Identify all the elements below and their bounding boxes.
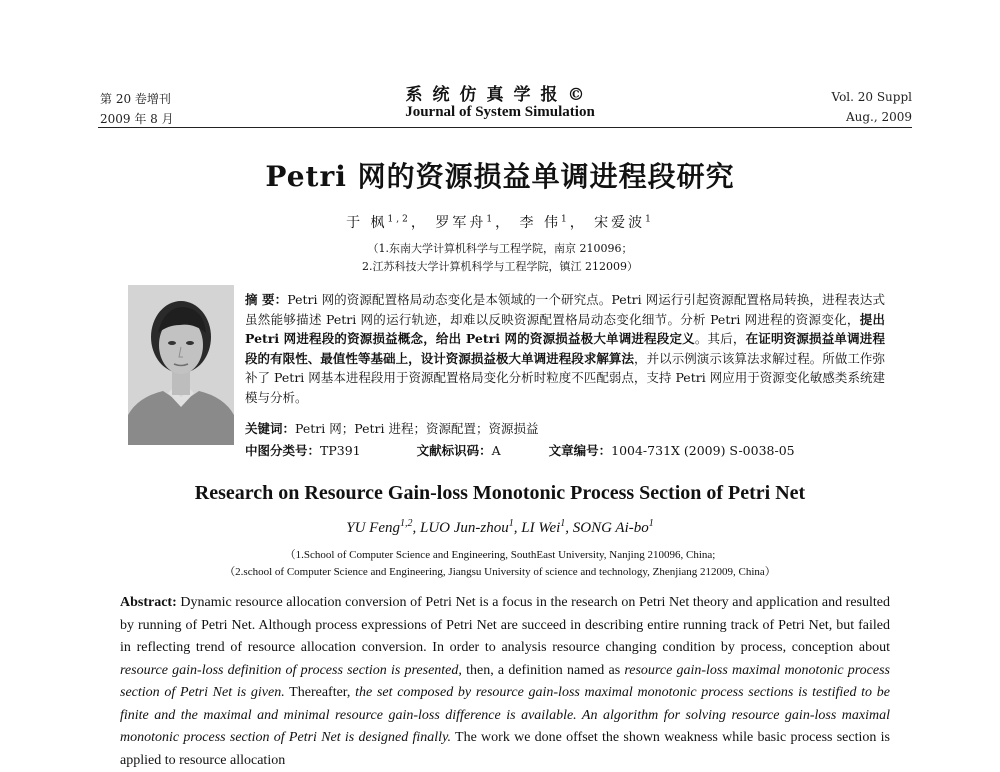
keywords-cn-label: 关键词： (245, 421, 296, 436)
journal-title-cn: 系统仿真学报© (405, 85, 595, 105)
affiliation-en-1: （1.School of Computer Science and Engineering, SouthEast University, Nanjing 210096, China; (284, 549, 716, 561)
author-en: SONG $Ai-bo^1$ (572, 518, 654, 536)
paper-title-en: Research on Resource Gain-loss Monotonic Process Section of Petri Net (194, 482, 806, 504)
header-rule (98, 127, 912, 128)
abstract-en-label: Abstract: (120, 595, 177, 610)
author-cn: 罗军舟$^1$ (435, 214, 496, 231)
author-en: LI Wei$^1$ (521, 518, 566, 536)
paper-title-cn: Petri 网的资源损益单调进程段研究 (265, 160, 735, 193)
affiliation-en-2: （2.school of Computer Science and Engineering, Jiangsu University of science and technology, Zhenjiang 212009, China） (224, 566, 776, 578)
author-cn: 宋爱波$^1$ (594, 214, 654, 231)
author-cn: 于 枫$^{1,2}$ (346, 214, 411, 231)
author-photo (128, 285, 234, 445)
author-en: LUO Jun-zhou$^1$ (419, 518, 514, 536)
author-list-en: YU Feng$^{1,2}$, LUO Jun-zhou$^1$, LI Wei$^1$, SONG $Ai-bo^1$ (346, 518, 654, 536)
abstract-cn: 摘 要：Petri 网的资源配置格局动态变化是本领域的一个研究点。Petri 网运行引起资源配置格局转换，进程表达式虽然能够描述 Petri 网的运行轨迹，却难以反映资源配置格局动态变化细节。分析 Petri 网进程的资源变化，提出 Petri 网进程段的资源损益概念，给出 Petri 网的资源损益极大单调进程段定义。其后，在证明资源损益单调进程段的有限性、最值性等基础上，设计资源损益极大单调进程段求解算法，并以示例演示该算法求解过程。所做工作弥补了 Petri 网基本进程段用于资源配置格局变化分析时粒度不匹配弱点，支持 Petri 网应用于资源变化敏感类系统建模与分析。 (245, 292, 886, 405)
author-cn: 李 伟$^1$ (519, 214, 570, 231)
author-en: YU Feng$^{1,2}$ (346, 518, 413, 536)
abstract-en: Abstract: Dynamic resource allocation conversion of Petri Net is a focus in the research on Petri Net theory and application and resulted by running of Petri Net. Although process expressions of Petri Net are succeed in describing entire running track of Petri Net, but failed in reflecting trend of resource allocation conversion. In order to analysis resource changing condition by process, conception about resource gain-loss definition of process section is presented, then, a definition named as resource gain-loss maximal monotonic process section of Petri Net is given. Thereafter, the set composed by resource gain-loss maximal monotonic process sections is testified to be finite and the maximal and minimal resource gain-loss difference is available. An algorithm for solving resource gain-loss maximal monotonic process section of Petri Net is designed finally. The work we done offset the shown weakness while basic process section is applied to resource allocation (120, 595, 891, 768)
classification-line: 中图分类号：TP391 文献标识码：A 文章编号：1004-731X (2009) S-0038-05 (245, 443, 795, 458)
date-label-en: Aug., 2009 (845, 110, 912, 124)
affiliation-cn-2: 2.江苏科技大学计算机科学与工程学院，镇江 212009） (362, 260, 638, 273)
portrait-graphic (128, 285, 234, 445)
author-list-cn: 于 枫$^{1,2}$， 罗军舟$^1$， 李 伟$^1$， 宋爱波$^1$ (346, 214, 654, 231)
abstract-cn-label: 摘 要： (245, 292, 288, 307)
volume-label: 第 20 卷增刊 (100, 92, 171, 106)
affiliation-cn-1: （1.东南大学计算机科学与工程学院，南京 210096； (367, 242, 633, 255)
volume-label-en: Vol. 20 Suppl (831, 90, 912, 104)
journal-title-en: Journal of System Simulation (405, 104, 595, 120)
keywords-cn: 关键词：Petri 网；Petri 进程；资源配置；资源损益 (245, 421, 539, 436)
date-label: 2009 年 8 月 (100, 112, 174, 126)
